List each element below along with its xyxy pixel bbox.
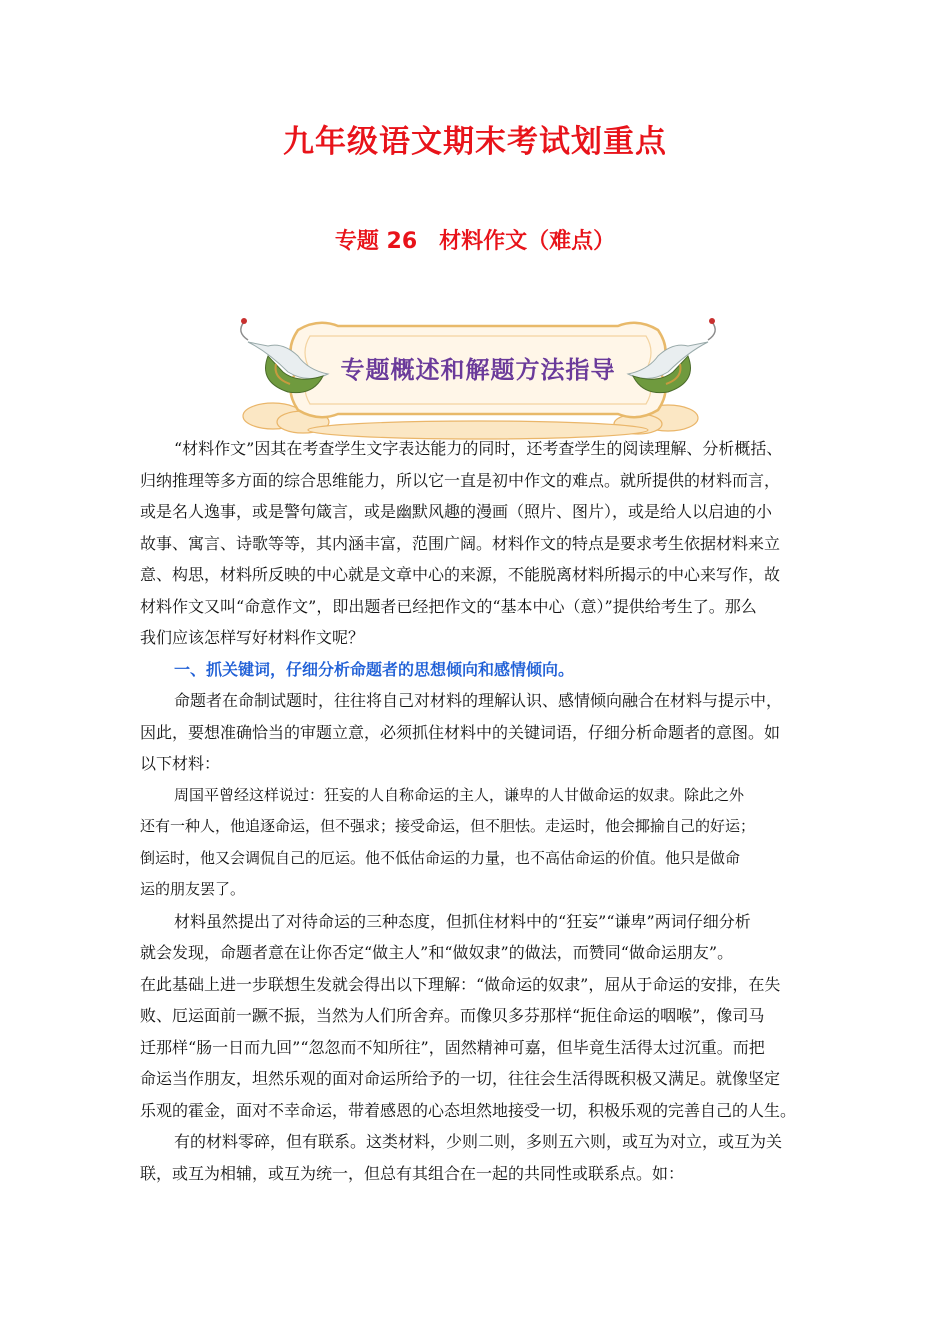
paragraph-fragments <box>140 1126 816 1189</box>
text-line: 乐观的霍金，面对不幸命运，带着感恩的心态坦然地接受一切，积极乐观的完善自己的人生。 <box>140 1100 797 1120</box>
article-body <box>140 433 816 1189</box>
text-line: 迁那样“肠一日而九回”“忽忽而不知所往”，固然精神可嘉，但毕竟生活得太过沉重。而把 <box>140 1037 765 1057</box>
text-line: 因此，要想准确恰当的审题立意，必须抓住材料中的关键词语，仔细分析命题者的意图。如 <box>140 722 781 742</box>
text-line: 败、厄运面前一蹶不振，当然为人们所舍弃。而像贝多芬那样“扼住命运的咽喉”，像司马 <box>140 1006 765 1025</box>
text-line: 有的材料零碎，但有联系。这类材料，少则二则，多则五六则，或互为对立，或互为关 <box>174 1132 783 1151</box>
text-line: 在此基础上进一步联想生发就会得出以下理解：“做命运的奴隶”，屈从于命运的安排，在失 <box>140 974 781 994</box>
sub-title: 专题 26 材料作文（难点） <box>334 229 616 254</box>
text-line: 命运当作朋友，坦然乐观的面对命运所给予的一切，往往会生活得既积极又满足。就像坚定 <box>140 1069 781 1088</box>
text-line: 命题者在命制试题时，往往将自己对材料的理解认识、感情倾向融合在材料与提示中， <box>174 691 783 710</box>
quoted-material <box>140 780 816 906</box>
section-banner <box>228 312 728 440</box>
text-line: 就会发现，命题者意在让你否定“做主人”和“做奴隶”的做法，而赞同“做命运朋友”。 <box>140 943 734 962</box>
paragraph-intro <box>140 433 816 654</box>
text-line: 材料作文又叫“命意作文”，即出题者已经把作文的“基本中心（意）”提供给考生了。那么 <box>140 596 757 616</box>
quote-line: 运的朋友罢了。 <box>140 880 246 898</box>
quote-line: 还有一种人，他追逐命运，但不强求；接受命运，但不胆怯。走运时，他会揶揄自己的好运； <box>140 817 756 835</box>
main-title: 九年级语文期末考试划重点 <box>283 124 667 160</box>
banner-label: 专题概述和解题方法指导 <box>340 356 616 384</box>
text-line: 或是名人逸事，或是警句箴言，或是幽默风趣的漫画（照片、图片），或是给人以启迪的小 <box>140 502 773 521</box>
text-line: 联，或互为相辅，或互为统一，但总有其组合在一起的共同性或联系点。如： <box>140 1163 685 1183</box>
text-line: 意、构思，材料所反映的中心就是文章中心的来源，不能脱离材料所揭示的中心来写作，故 <box>140 565 781 584</box>
text-line: 归纳推理等多方面的综合思维能力，所以它一直是初中作文的难点。就所提供的材料而言， <box>140 470 781 490</box>
paragraph-explanation <box>140 906 816 1127</box>
quote-line: 倒运时，他又会调侃自己的厄运。他不低估命运的力量，也不高估命运的价值。他只是做命 <box>140 848 741 867</box>
text-line: 以下材料： <box>140 754 221 773</box>
quote-line: 周国平曾经这样说过：狂妄的人自称命运的主人，谦卑的人甘做命运的奴隶。除此之外 <box>174 785 745 804</box>
section-heading: 一、抓关键词，仔细分析命题者的思想倾向和感情倾向。 <box>174 659 575 679</box>
text-line: 材料虽然提出了对待命运的三种态度，但抓住材料中的“狂妄”“谦卑”两词仔细分析 <box>174 911 751 931</box>
text-line: “材料作文”因其在考查学生文字表达能力的同时，还考查学生的阅读理解、分析概括、 <box>174 439 783 458</box>
text-line: 故事、寓言、诗歌等等，其内涵丰富，范围广阔。材料作文的特点是要求考生依据材料来立 <box>140 533 781 553</box>
text-line: 我们应该怎样写好材料作文呢？ <box>140 628 365 647</box>
paragraph-analysis <box>140 685 816 780</box>
